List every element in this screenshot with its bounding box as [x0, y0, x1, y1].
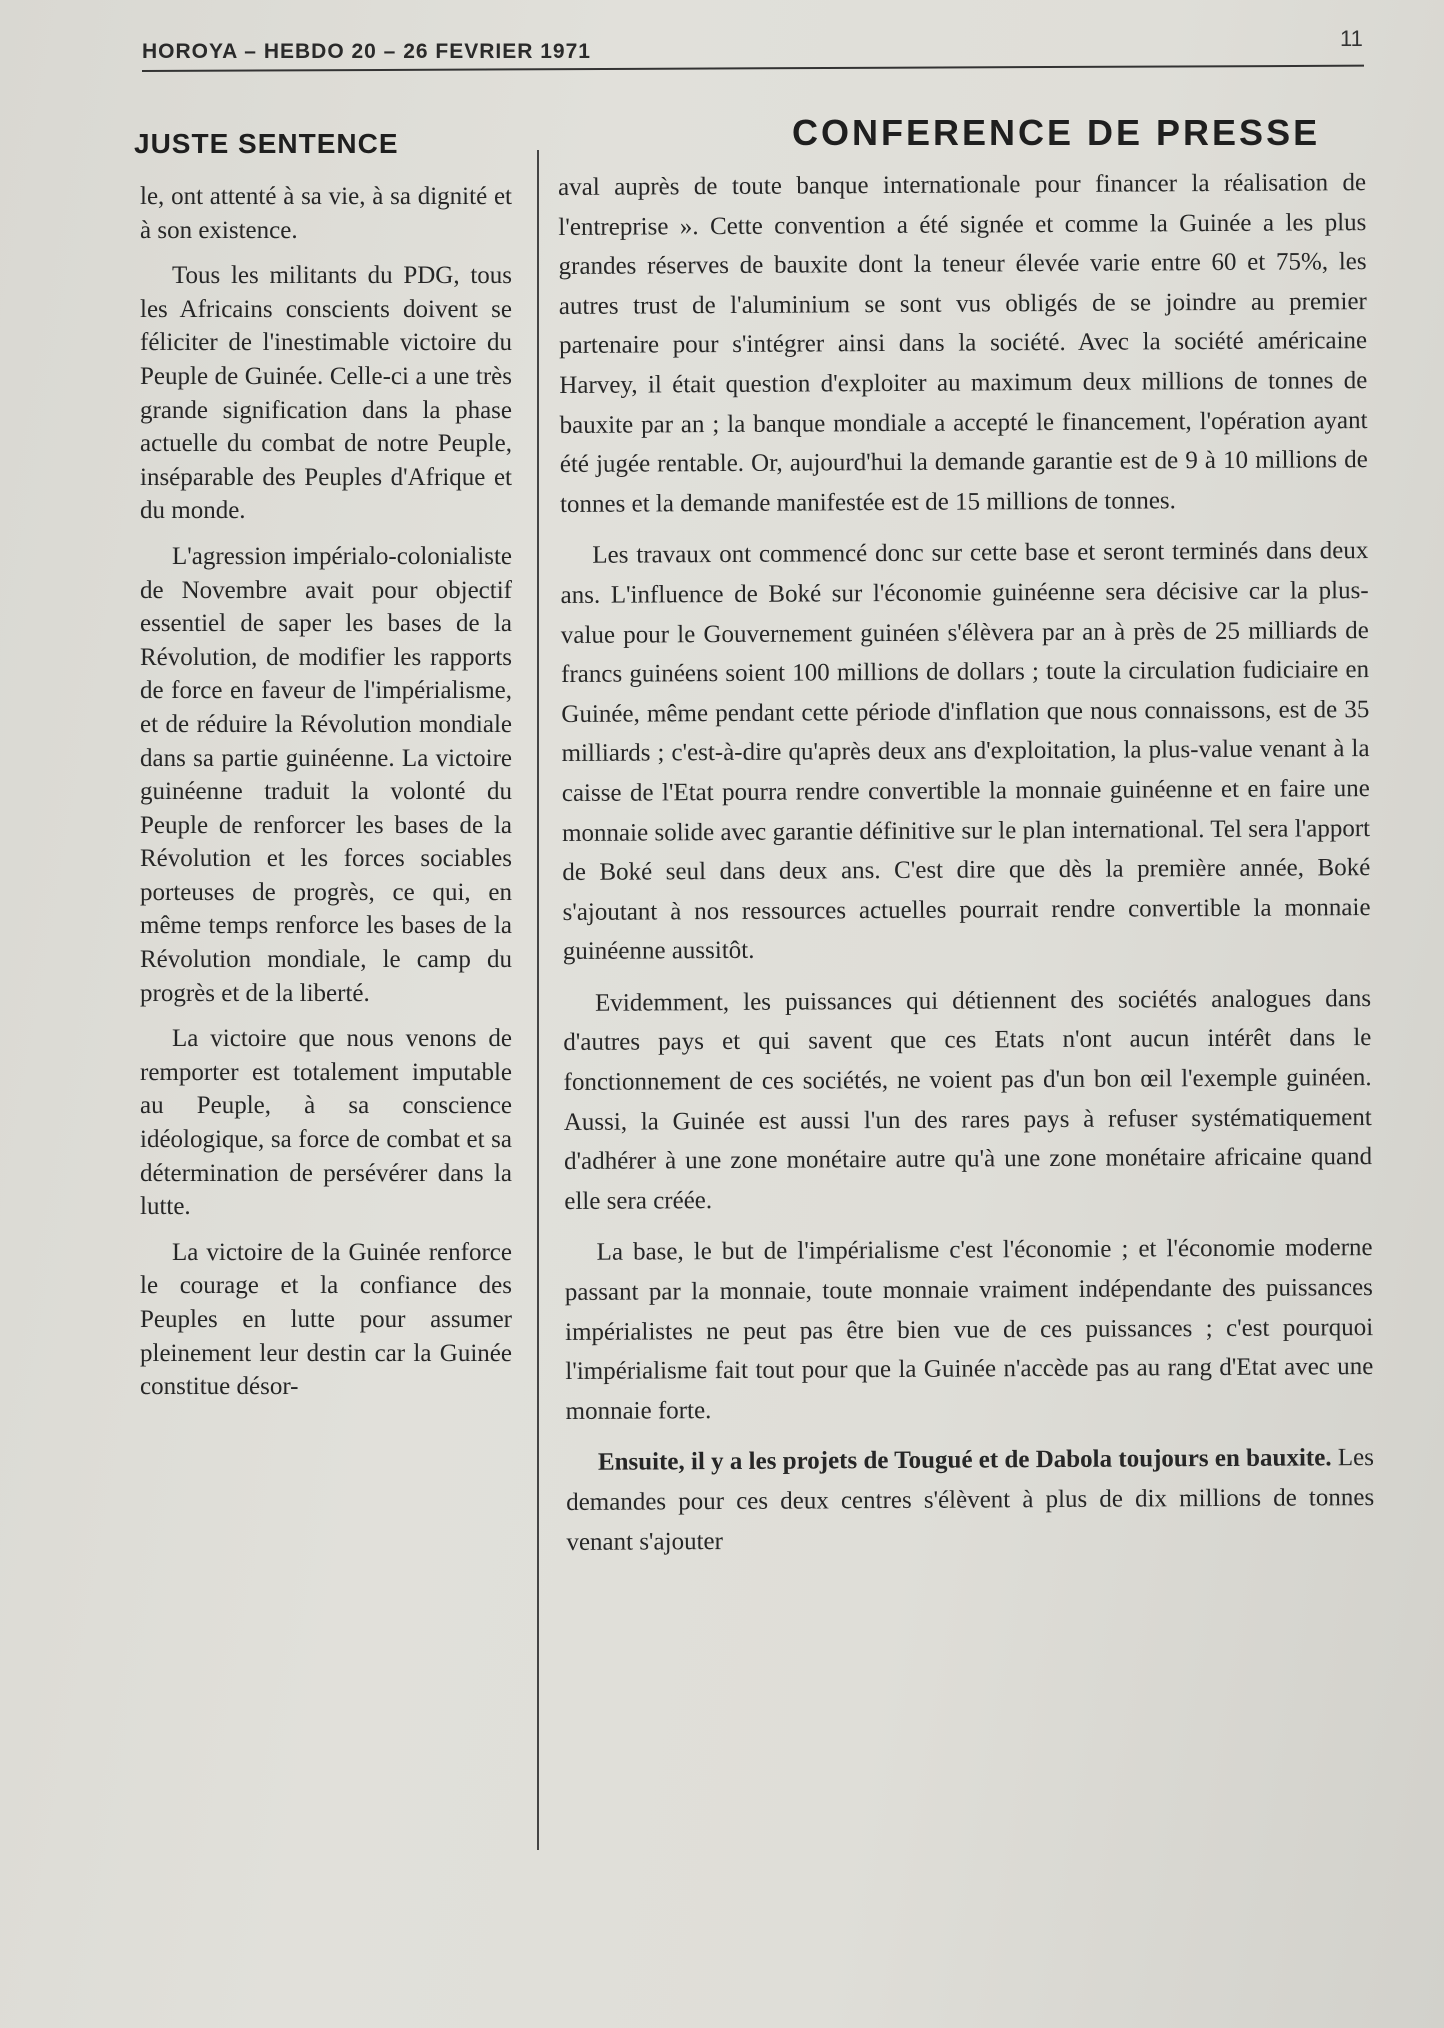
- paragraph: L'agression impérialo-colonialiste de Novembre avait pour objectif essentiel de saper les bases de la Révolution, de modifier les rapports de force en faveur de l'impérialisme, et de réduire la Révolution mondiale dans sa partie guinéenne. La victoire guinéenne traduit la volonté du Peuple de renforcer les bases de la Révolution et les forces sociables porteuses de progrès, ce qui, en même temps renforce les bases de la Révolution mondiale, le camp du progrès et de la liberté.: [140, 542, 512, 1007]
- paragraph: Les travaux ont commencé donc sur cette base et seront terminés dans deux ans. L'influence de Boké sur l'économie guinéenne sera décisive car la plus-value pour le Gouvernement guinéen s'élèvera par an à près de 25 milliards de francs guinéens soient 100 millions de dollars ; toute la circulation fudiciaire en Guinée, même pendant cette période d'inflation que nous connaissons, est de 35 milliards ; c'est-à-dire qu'après deux ans d'exploitation, la plus-value venant à la caisse de l'Etat pourra rendre convertible la monnaie guinéenne et en faire une monnaie solide avec garantie définitive sur le plan international. Tel sera l'apport de Boké seul dans deux ans. C'est dire que dès la première année, Boké s'ajoutant à nos ressources actuelles pourrait rendre convertible la monnaie guinéenne aussitôt.: [560, 537, 1371, 966]
- left-article-title: JUSTE SENTENCE: [134, 128, 399, 159]
- right-article-title: CONFERENCE DE PRESSE: [792, 112, 1321, 153]
- paragraph: Evidemment, les puissances qui détiennent des sociétés analogues dans d'autres pays et qui savent que ces Etats n'ont aucun intérêt dans le fonctionnement de ces sociétés, ne voient pas d'un bon œil l'exemple guinéen. Aussi, la Guinée est aussi l'un des rares pays à refuser systématiquement d'adhérer à une zone monétaire autre qu'à une zone monétaire africaine quand elle sera créée.: [563, 984, 1373, 1215]
- paragraph: le, ont attenté à sa vie, à sa dignité et à son existence.: [140, 183, 512, 244]
- column-divider: [537, 150, 539, 1850]
- paragraph: La victoire que nous venons de remporter est totalement imputable au Peuple, à sa conscience idéologique, sa force de combat et sa détermination de persévérer dans la lutte.: [140, 1025, 512, 1221]
- right-article-body: [558, 163, 1375, 1574]
- paragraph: [566, 1438, 1375, 1562]
- running-header: HOROYA – HEBDO 20 – 26 FEVRIER 1971: [142, 40, 591, 63]
- page-number: 11: [1340, 26, 1363, 51]
- paragraph: La base, le but de l'impérialisme c'est l'économie ; et l'économie moderne passant par la monnaie, toute monnaie vraiment indépendante des puissances impérialistes ne peut pas être bien vue de ces puissances ; c'est pourquoi l'impérialisme fait tout pour que la Guinée n'accède pas au rang d'Etat avec une monnaie forte.: [564, 1234, 1374, 1425]
- paragraph-text: Les demandes pour ces deux centres s'élèvent à plus de dix millions de tonnes venant s'ajouter: [566, 1444, 1375, 1556]
- paragraph: La victoire de la Guinée renforce le courage et la confiance des Peuples en lutte pour assumer pleinement leur destin car la Guinée constitue désor-: [140, 1238, 512, 1401]
- paragraph: Tous les militants du PDG, tous les Africains conscients doivent se féliciter de l'inestimable victoire du Peuple de Guinée. Celle-ci a une très grande signification dans la phase actuelle du combat de notre Peuple, inséparable des Peuples d'Afrique et du monde.: [140, 262, 512, 525]
- paragraph: aval auprès de toute banque internationale pour financer la réalisation de l'entreprise ». Cette convention a été signée et comme la Guinée a les plus grandes réserves de bauxite dont la teneur élevée varie entre 60 et 75%, les autres trust de l'aluminium se sont vus obligés de se joindre au premier partenaire pour s'intégrer ainsi dans la société. Avec la société américaine Harvey, il était question d'exploiter au maximum deux millions de tonnes de bauxite par an ; la banque mondiale a accepté le financement, l'opération ayant été jugée rentable. Or, aujourd'hui la demande garantie est de 9 à 10 millions de tonnes et la demande manifestée est de 15 millions de tonnes.: [558, 169, 1368, 518]
- left-article-body: [140, 180, 512, 1416]
- bold-lead-text: Ensuite, il y a les projets de Tougué et de Dabola toujours en bauxite.: [597, 1444, 1332, 1477]
- header-rule: [142, 65, 1364, 72]
